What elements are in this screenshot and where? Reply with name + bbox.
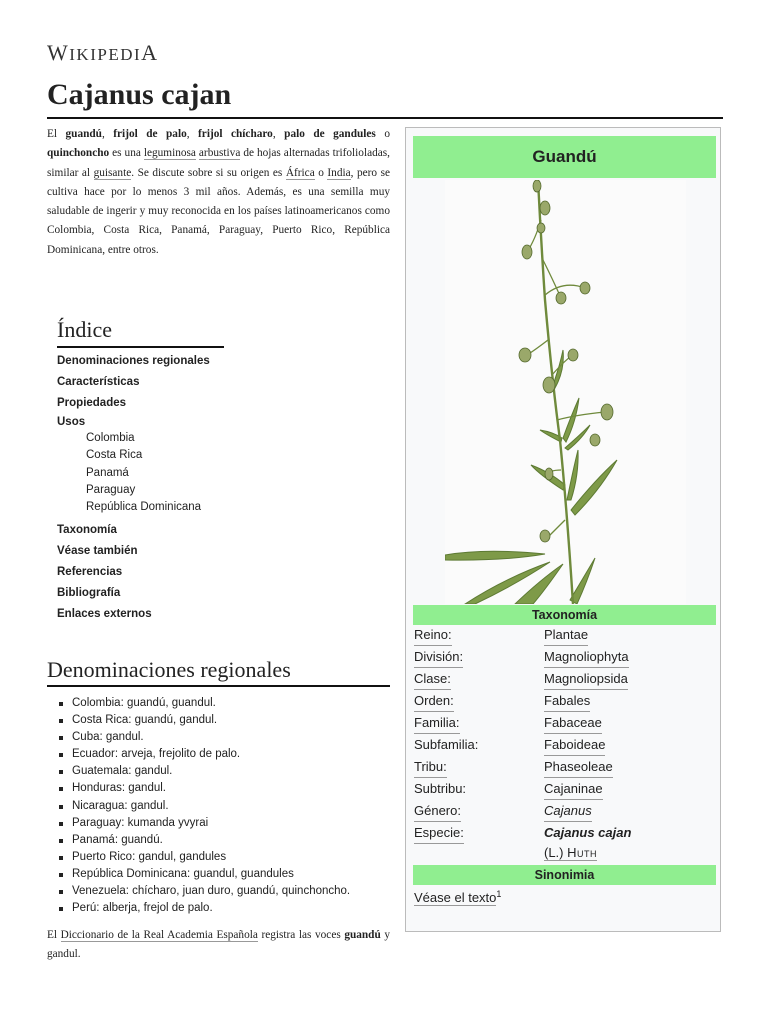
list-item: Colombia: guandú, guandul. bbox=[59, 695, 350, 712]
intro-text: es una bbox=[109, 147, 144, 160]
toc-divider bbox=[57, 346, 224, 348]
reference-marker[interactable]: 1 bbox=[496, 889, 502, 899]
authority-linnaeus-link[interactable]: (L.) bbox=[544, 845, 568, 860]
article-title: Cajanus cajan bbox=[47, 78, 232, 111]
link-india[interactable]: India bbox=[327, 166, 351, 179]
taxonomy-row bbox=[413, 625, 716, 647]
toc-subitem-colombia[interactable]: Colombia bbox=[86, 432, 135, 444]
intro-bold-term: palo de gandules bbox=[284, 128, 376, 140]
species-name: Cajanus cajan bbox=[544, 825, 632, 840]
intro-text: o bbox=[375, 128, 390, 140]
wikipedia-wordmark[interactable] bbox=[47, 40, 159, 66]
list-item: Cuba: gandul. bbox=[59, 729, 350, 746]
taxonomy-row bbox=[413, 801, 716, 823]
rank-label[interactable]: Orden: bbox=[414, 691, 454, 712]
toc-item-bibliografia[interactable]: Bibliografía bbox=[57, 587, 121, 600]
link-diccionario-rae[interactable]: Diccionario de la Real Academia Española bbox=[60, 929, 258, 941]
taxonomy-table bbox=[413, 625, 716, 845]
wordmark-smallcaps: IKIPEDI bbox=[69, 45, 142, 64]
wordmark-final: A bbox=[141, 40, 159, 65]
taxon-link[interactable]: Phaseoleae bbox=[544, 757, 613, 778]
authority-huth-link[interactable]: Huth bbox=[567, 845, 598, 860]
rank-label[interactable]: División: bbox=[414, 647, 463, 668]
taxon-link[interactable]: Fabales bbox=[544, 691, 590, 712]
toc-item-usos[interactable]: Usos bbox=[57, 416, 86, 428]
intro-bold-term: frijol chícharo bbox=[198, 128, 273, 140]
closing-paragraph bbox=[47, 926, 390, 965]
rank-label[interactable]: Clase: bbox=[414, 669, 451, 690]
intro-bold-term: guandú bbox=[65, 128, 102, 140]
link-leguminosa[interactable]: leguminosa bbox=[143, 147, 196, 160]
list-item: Honduras: gandul. bbox=[59, 780, 350, 797]
toc-item-taxonomia[interactable]: Taxonomía bbox=[57, 524, 117, 537]
list-item: Ecuador: arveja, frejolito de palo. bbox=[59, 746, 350, 763]
list-item: Guatemala: gandul. bbox=[59, 763, 350, 780]
closing-text: y gandul. bbox=[47, 929, 390, 961]
rank-label[interactable]: Reino: bbox=[414, 625, 452, 646]
plant-illustration[interactable] bbox=[445, 180, 686, 604]
list-item: Paraguay: kumanda yvyrai bbox=[59, 815, 350, 832]
taxonomy-row bbox=[413, 669, 716, 691]
intro-text: El bbox=[47, 128, 66, 140]
toc-item-referencias[interactable]: Referencias bbox=[57, 566, 123, 579]
title-divider bbox=[47, 117, 723, 119]
taxobox-title: Guandú bbox=[413, 136, 716, 178]
link-africa[interactable]: África bbox=[285, 166, 315, 179]
toc-subitem-costa-rica[interactable]: Costa Rica bbox=[86, 449, 143, 462]
toc-item-vease-tambien[interactable]: Véase también bbox=[57, 545, 138, 558]
list-item: Puerto Rico: gandul, gandules bbox=[59, 849, 350, 866]
intro-text: , bbox=[101, 128, 114, 140]
link-guisante[interactable]: guisante bbox=[93, 166, 132, 179]
taxonomy-row bbox=[413, 779, 716, 801]
intro-text: , pero se cultiva hace por lo menos 3 mil años. Además, es una semilla muy saludable de ingerir y muy reconocida en los países latinoamericanos como Colombia, Costa Rica, Panamá, Paraguay, Puerto Rico, República Dominicana, entre otros. bbox=[47, 166, 390, 256]
list-item: República Dominicana: guandul, guandules bbox=[59, 866, 350, 883]
list-item: Perú: alberja, frejol de palo. bbox=[59, 900, 350, 917]
toc-heading: Índice bbox=[57, 317, 112, 342]
rank-label[interactable]: Familia: bbox=[414, 713, 460, 734]
section-heading-denominaciones: Denominaciones regionales bbox=[47, 657, 291, 682]
intro-bold-term: quinchoncho bbox=[47, 147, 110, 160]
toc-subitem-panama[interactable]: Panamá bbox=[86, 466, 129, 479]
taxonomy-row bbox=[413, 757, 716, 779]
synonymy-heading: Sinonimia bbox=[413, 865, 716, 885]
section-divider bbox=[47, 685, 390, 687]
closing-bold-term: guandú bbox=[344, 929, 381, 941]
taxonomy-row bbox=[413, 823, 716, 845]
list-item: Nicaragua: gandul. bbox=[59, 798, 350, 815]
rank-label: Subtribu: bbox=[414, 781, 467, 796]
toc-item-propiedades[interactable]: Propiedades bbox=[57, 397, 127, 409]
rank-label[interactable]: Especie: bbox=[414, 823, 464, 844]
intro-bold-term: frijol de palo bbox=[113, 128, 187, 140]
synonymy-note: Véase el texto bbox=[414, 890, 497, 906]
link-arbustiva[interactable]: arbustiva bbox=[198, 147, 241, 160]
taxobox bbox=[405, 127, 721, 932]
taxon-link[interactable]: Magnoliopsida bbox=[544, 669, 628, 690]
toc-subitem-republica-dominicana[interactable]: República Dominicana bbox=[86, 501, 202, 514]
rank-label[interactable]: Género: bbox=[414, 801, 461, 822]
toc-item-enlaces-externos[interactable]: Enlaces externos bbox=[57, 608, 152, 621]
toc-subitem-paraguay[interactable]: Paraguay bbox=[86, 483, 136, 496]
taxon-link[interactable]: Plantae bbox=[544, 625, 588, 646]
toc-item-caracteristicas[interactable]: Características bbox=[57, 376, 140, 388]
taxonomy-row bbox=[413, 647, 716, 669]
closing-text: registra las voces bbox=[257, 929, 345, 941]
list-item: Venezuela: chícharo, juan duro, guandú, quinchoncho. bbox=[59, 883, 350, 900]
taxon-link[interactable]: Fabaceae bbox=[544, 713, 602, 734]
intro-text: . Se discute sobre si su origen es bbox=[131, 166, 286, 179]
taxonomy-row bbox=[413, 713, 716, 735]
intro-text: , bbox=[272, 128, 285, 140]
regional-names-list bbox=[59, 695, 350, 917]
taxon-link[interactable]: Cajaninae bbox=[544, 779, 603, 800]
table-of-contents bbox=[57, 352, 210, 626]
taxonomy-heading: Taxonomía bbox=[413, 605, 716, 625]
taxon-authority bbox=[544, 845, 597, 860]
taxonomy-row bbox=[413, 691, 716, 713]
wordmark-initial: W bbox=[47, 40, 70, 65]
taxon-link[interactable]: Faboideae bbox=[544, 735, 605, 756]
taxon-link[interactable]: Cajanus bbox=[544, 801, 592, 822]
toc-item-denominaciones[interactable]: Denominaciones regionales bbox=[57, 355, 210, 367]
rank-label[interactable]: Tribu: bbox=[414, 757, 447, 778]
closing-text: El bbox=[47, 929, 61, 941]
intro-text: de hojas alternadas trifolioladas, similar al bbox=[47, 147, 390, 179]
list-item: Panamá: guandú. bbox=[59, 832, 350, 849]
plant-drawing bbox=[445, 180, 686, 604]
intro-text: o bbox=[314, 166, 328, 179]
rank-label: Subfamilia: bbox=[414, 737, 479, 752]
list-item: Costa Rica: guandú, gandul. bbox=[59, 712, 350, 729]
taxonomy-row bbox=[413, 735, 716, 757]
taxon-link[interactable]: Magnoliophyta bbox=[544, 647, 629, 668]
synonymy-text bbox=[414, 889, 501, 905]
intro-paragraph bbox=[47, 125, 390, 260]
intro-text: , bbox=[186, 128, 199, 140]
